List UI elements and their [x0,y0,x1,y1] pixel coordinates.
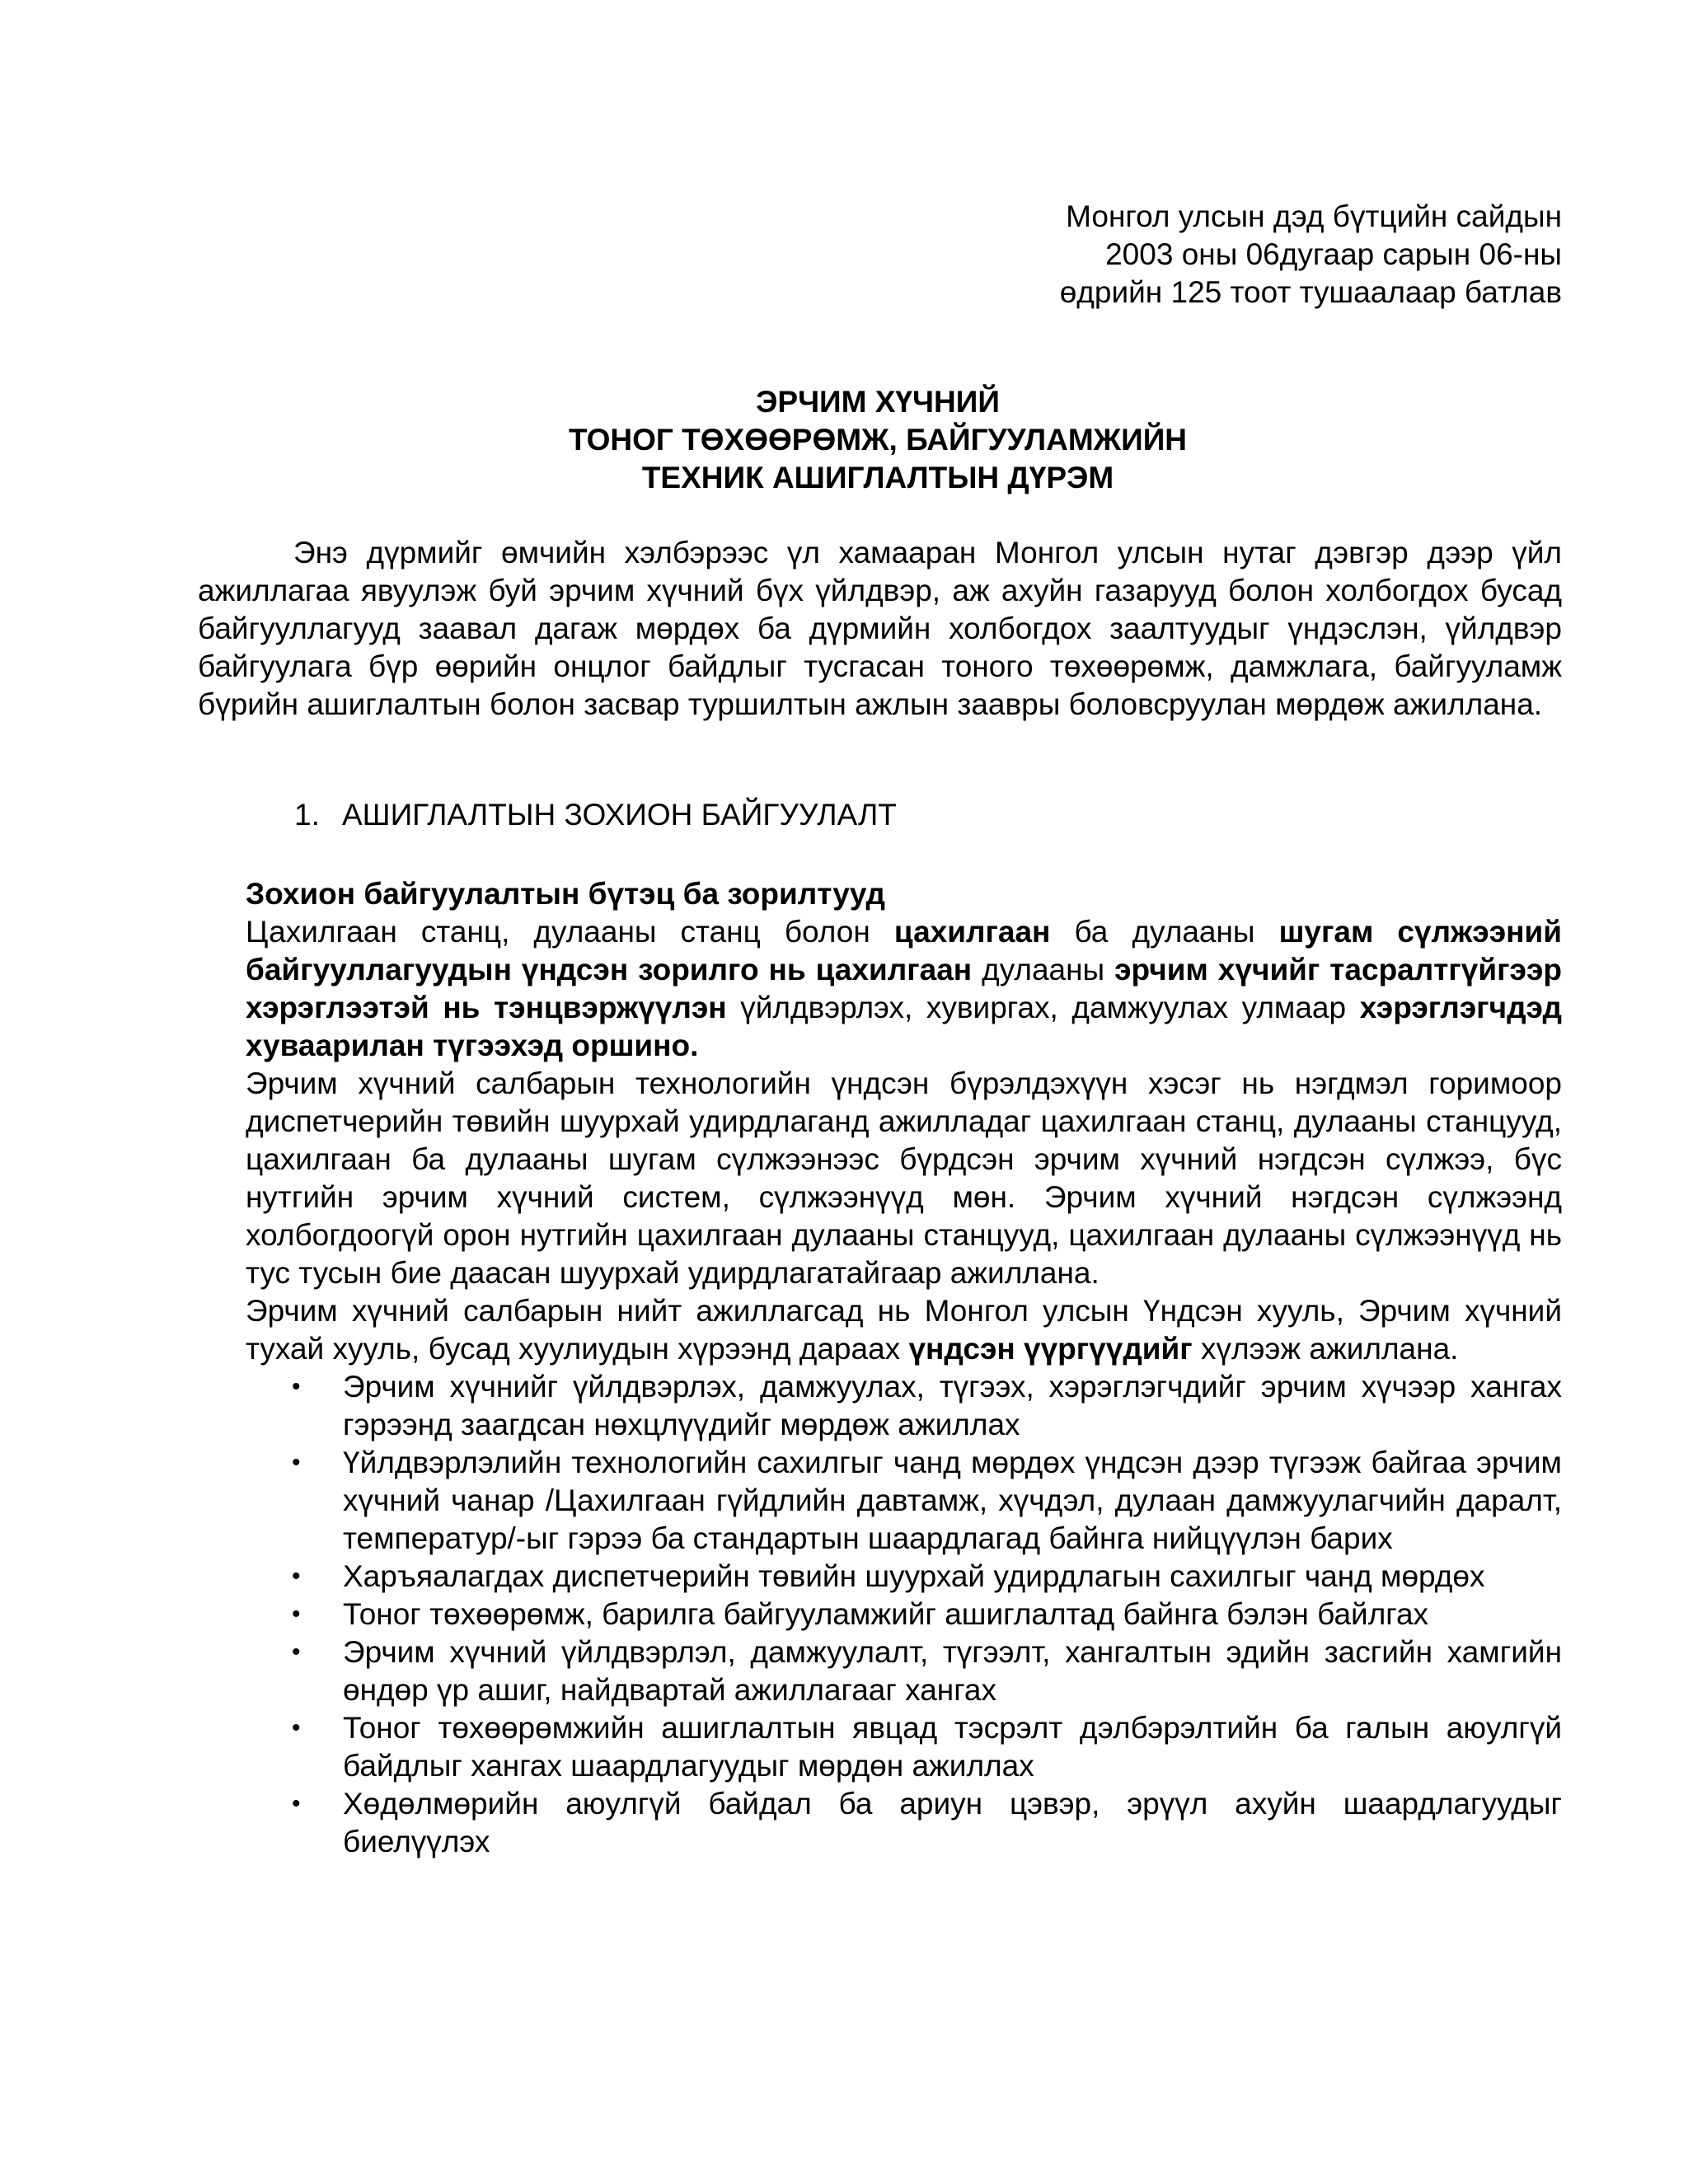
duties-list [246,1368,1562,1861]
list-item [246,1785,1562,1861]
list-item-text: Эрчим хүчний үйлдвэрлэл, дамжуулалт, түгээлт, хангалтын эдийн засгийн хамгийн өндөр үр ашиг, найдвартай ажиллагааг хангах [343,1635,1562,1707]
section-body [246,875,1562,1861]
paragraph-structure: Эрчим хүчний салбарын технологийн үндсэн бүрэлдэхүүн хэсэг нь нэгдмэл горимоор диспетчерийн төвийн шуурхай удирдлаганд ажилладаг цахилгаан станц, дулааны станцууд, цахилгаан ба дулааны шугам сүлжээнээс бүрдсэн эрчим хүчний нэгдсэн сүлжээ, бүс нутгийн эрчим хүчний систем, сүлжээнүүд мөн. Эрчим хүчний нэгдсэн сүлжээнд холбогдоогүй орон нутгийн цахилгаан дулааны станцууд, цахилгаан дулааны сүлжээнүүд нь тус тусын бие даасан шуурхай удирдлагатайгаар ажиллана. [246,1066,1562,1290]
text-run: үйлдвэрлэх, хувиргах, дамжуулах улмаар [726,991,1360,1024]
list-item [246,1368,1562,1444]
bullet-icon: • [292,1563,301,1590]
approval-line-1: Монгол улсын дэд бүтцийн сайдын [1066,199,1562,233]
text-run: хүлээж ажиллана. [1192,1332,1459,1366]
bullet-icon: • [292,1449,301,1476]
approval-line-2: 2003 оны 06дугаар сарын 06-ны [1105,237,1562,271]
bold-run: эрчим хүчийг тасралтгүйгээр хэрэглээтэй нь тэнцвэржүүлэн [246,953,1562,1024]
bullet-icon: • [292,1714,301,1741]
bullet-icon: • [292,1790,301,1817]
bullet-icon: • [292,1638,301,1666]
paragraph-goal [246,913,1562,1065]
title-line-1: ЭРЧИМ ХҮЧНИЙ [756,385,1000,419]
section-title: АШИГЛАЛТЫН ЗОХИОН БАЙГУУЛАЛТ [342,798,897,832]
bullet-icon: • [292,1601,301,1628]
bold-run: цахилгаан [893,915,1051,949]
text-run: дулааны [972,953,1115,987]
intro-paragraph: Энэ дүрмийг өмчийн хэлбэрээс үл хамааран Монгол улсын нутаг дэвгэр дээр үйл ажиллагаа явуулэж буй эрчим хүчний бүх үйлдвэр, аж ахуйн газарууд болон холбогдох бусад байгууллагууд заавал дагаж мөрдөх ба дүрмийн холбогдох заалтуудыг үндэслэн, үйлдвэр байгуулага бүр өөрийн онцлог байдлыг тусгасан тоного төхөөрөмж, дамжлага, байгууламж бүрийн ашиглалтын болон засвар туршилтын ажлын заавры боловсруулан мөрдөж ажиллана. [198,536,1562,721]
title-line-2: ТОНОГ ТӨХӨӨРӨМЖ, БАЙГУУЛАМЖИЙН [568,423,1188,457]
list-item [246,1596,1562,1633]
list-item [246,1558,1562,1596]
list-item-text: Хөдөлмөрийн аюулгүй байдал ба ариун цэвэр, эрүүл ахуйн шаардлагуудыг биелүүлэх [343,1787,1562,1858]
paragraph-duties [246,1292,1562,1368]
intro-section [198,534,1562,724]
list-item [246,1444,1562,1558]
approval-note [1060,198,1562,312]
bullet-icon: • [292,1373,301,1400]
text-run: Цахилгаан станц, дулааны станц болон [246,915,894,949]
subsection-heading: Зохион байгуулалтын бүтэц ба зорилтууд [246,877,886,911]
list-item-text: Тоног төхөөрөмжийн ашиглалтын явцад тэсрэлт дэлбэрэлтийн ба галын аюулгүй байдлыг хангах шаардлагуудыг мөрдөн ажиллах [343,1711,1562,1783]
bold-run: шугам сүлжээний байгууллагуудын үндсэн зорилго нь цахилгаан [246,915,1562,987]
list-item [246,1633,1562,1709]
list-item [246,1709,1562,1785]
approval-line-3: өдрийн 125 тоот тушаалаар батлав [1059,275,1562,309]
text-run: ба дулааны [1050,915,1279,949]
list-item-text: Үйлдвэрлэлийн технологийн сахилгыг чанд мөрдөх үндсэн дээр түгээж байгаа эрчим хүчний чанар /Цахилгаан гүйдлийн давтамж, хүчдэл, дулаан дамжуулагчийн даралт, температур/-ыг гэрээ ба стандартын шаардлагад байнга нийцүүлэн барих [343,1446,1562,1555]
section-number: 1. [294,798,320,832]
bold-run: хэрэглэгчдэд хуваарилан түгээхэд оршино. [246,991,1562,1062]
bold-run: үндсэн үүргүүдийг [908,1332,1193,1366]
text-run: Эрчим хүчний салбарын нийт ажиллагсад нь Монгол улсын Үндсэн хууль, Эрчим хүчний тухай хууль, бусад хуулиудын хүрээнд дараах [246,1294,1562,1366]
title-line-3: ТЕХНИК АШИГЛАЛТЫН ДҮРЭМ [641,461,1114,494]
document-title [0,383,1688,497]
list-item-text: Эрчим хүчнийг үйлдвэрлэх, дамжуулах, түгээх, хэрэглэгчдийг эрчим хүчээр хангах гэрээнд заагдсан нөхцлүүдийг мөрдөж ажиллах [343,1370,1562,1441]
list-item-text: Харъяалагдах диспетчерийн төвийн шуурхай удирдлагын сахилгыг чанд мөрдөх [343,1559,1485,1593]
list-item-text: Тоног төхөөрөмж, барилга байгууламжийг ашиглалтад байнга бэлэн байлгах [343,1597,1429,1631]
section-heading [294,796,897,834]
